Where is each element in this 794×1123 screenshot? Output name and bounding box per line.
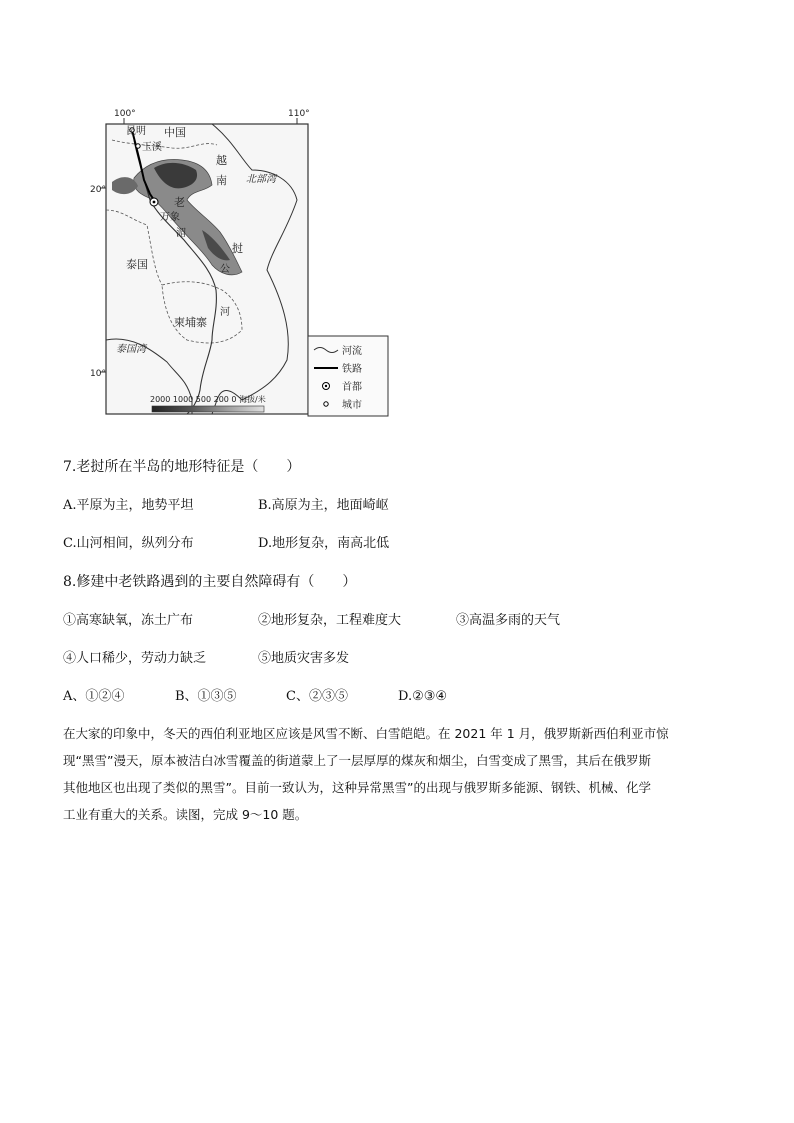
q7-option-c: C.山河相间，纵列分布: [63, 536, 194, 551]
passage-line-2: 现“黑雪”漫天，原本被洁白冰雪覆盖的街道蒙上了一层厚厚的煤灰和烟尘，白雪变成了黑雪，其后在俄罗斯: [63, 753, 651, 768]
label-vientiane: 万象: [160, 212, 180, 223]
legend-city-label: 城市: [342, 400, 362, 411]
legend-capital-label: 首都: [342, 382, 362, 393]
q8-item-4: ④人口稀少，劳动力缺乏: [63, 651, 207, 666]
label-gulf-thailand: 泰国湾: [116, 344, 146, 355]
label-mekong-3: 河: [220, 307, 230, 318]
passage-line-1: 在大家的印象中，冬天的西伯利亚地区应该是风雪不断、白雪皑皑。在 2021 年 1 月，俄罗斯新西伯利亚市惊: [63, 726, 669, 741]
label-mekong-1: 湄: [176, 228, 186, 239]
q8-item-3: ③高温多雨的天气: [456, 613, 561, 628]
q7-option-a: A.平原为主，地势平坦: [63, 498, 194, 513]
label-vietnam-2: 南: [216, 174, 227, 187]
legend-capital-dot: [325, 385, 327, 387]
q7-option-b: B.高原为主，地面崎岖: [258, 498, 389, 513]
map-figure: [92, 100, 392, 425]
q8-option-a: A、①②④: [63, 689, 125, 704]
q8-item-2: ②地形复杂，工程难度大: [258, 613, 402, 628]
passage-line-3: 其他地区也出现了类似的黑雪”。目前一致认为，这种异常黑雪”的出现与俄罗斯多能源、钢铁、机械、化学: [63, 780, 651, 795]
q8-option-c: C、②③⑤: [286, 689, 348, 704]
lon-label-100: 100°: [114, 109, 136, 119]
passage-line-4: 工业有重大的关系。读图，完成 9～10 题。: [63, 807, 308, 822]
label-cambodia: 柬埔寨: [174, 316, 207, 329]
label-yuxi: 玉溪: [142, 142, 162, 153]
label-laos-1: 老: [174, 196, 185, 209]
q8-item-5: ⑤地质灾害多发: [258, 651, 350, 666]
q7-option-d: D.地形复杂，南高北低: [258, 536, 390, 551]
q8-item-1: ①高寒缺氧，冻土广布: [63, 613, 194, 628]
legend-river-label: 河流: [342, 346, 362, 357]
legend-railway-label: 铁路: [342, 364, 362, 375]
legend-city-symbol: [324, 402, 328, 406]
q8-option-d: D.②③④: [398, 689, 448, 704]
city-marker-yuxi: [136, 144, 140, 148]
lon-label-110: 110°: [288, 109, 310, 119]
question-8-stem: 8.修建中老铁路遇到的主要自然障碍有（ ）: [63, 574, 357, 590]
label-china: 中国: [164, 126, 186, 139]
elevation-scale-labels: 2000 1000 500 200 0 海拔/米: [150, 395, 266, 404]
elevation-scale-bar: [152, 406, 264, 412]
label-gulf-tonkin: 北部湾: [246, 174, 276, 185]
label-mekong-2: 公: [220, 264, 230, 275]
label-laos-2: 挝: [232, 242, 243, 255]
indochina-map: [92, 100, 392, 425]
label-vietnam-1: 越: [216, 154, 227, 167]
question-7-stem: 7.老挝所在半岛的地形特征是（ ）: [63, 459, 301, 475]
label-thailand: 泰国: [126, 258, 148, 271]
lat-label-10: 10°: [90, 369, 106, 379]
lat-label-20: 20°: [90, 185, 106, 195]
capital-marker-dot: [153, 201, 156, 204]
q8-option-b: B、①③⑤: [175, 689, 237, 704]
label-kunming: 昆明: [126, 126, 146, 137]
